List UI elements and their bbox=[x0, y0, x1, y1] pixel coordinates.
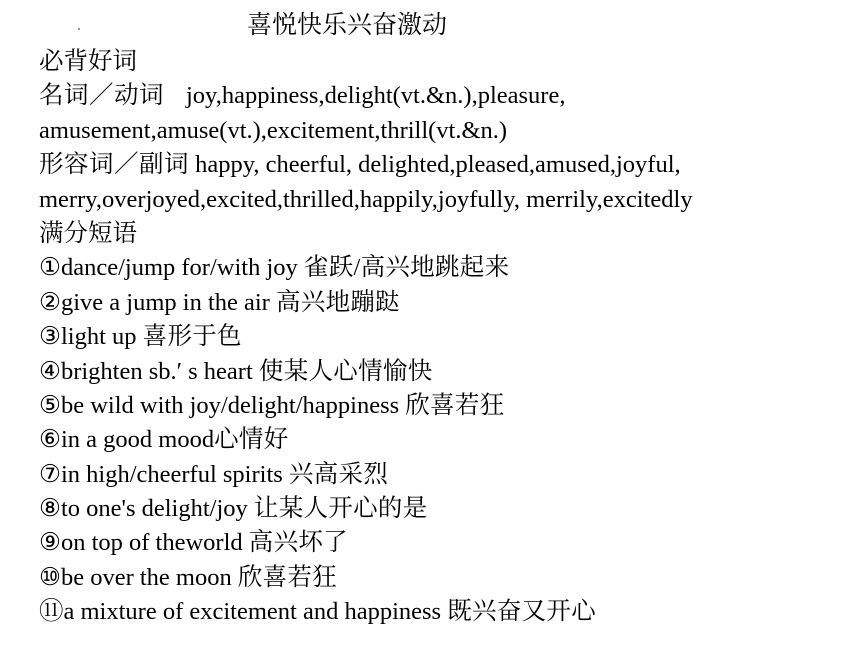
noun-verb-line-2 bbox=[39, 114, 854, 148]
phrase-item bbox=[39, 251, 854, 285]
phrase-number: ⑪ bbox=[39, 598, 64, 626]
phrase-english: brighten sb.′ s heart bbox=[60, 357, 259, 385]
phrase-number: ① bbox=[39, 254, 61, 282]
phrase-number: ⑥ bbox=[39, 426, 61, 454]
phrase-english: be over the moon bbox=[60, 563, 238, 591]
section-heading-label: 必背好词 bbox=[39, 48, 137, 75]
phrase-english: in a good mood bbox=[60, 426, 215, 454]
phrase-number: ⑩ bbox=[39, 563, 61, 591]
phrase-item bbox=[39, 492, 854, 526]
phrase-number: ④ bbox=[39, 357, 61, 385]
noun-verb-words-2: amusement,amuse(vt.),excitement,thrill(vt.&n.) bbox=[39, 116, 508, 144]
adj-adv-words-1: happy, cheerful, delighted,pleased,amused,joyful, bbox=[189, 151, 681, 179]
phrase-chinese: 使某人心情愉快 bbox=[258, 357, 433, 385]
phrase-item bbox=[39, 355, 854, 389]
phrase-chinese: 喜形于色 bbox=[142, 323, 242, 351]
adj-adv-line-1 bbox=[39, 148, 854, 182]
phrase-chinese: 雀跃/高兴地跳起来 bbox=[303, 254, 510, 282]
phrase-number: ② bbox=[39, 288, 61, 316]
phrase-english: on top of theworld bbox=[60, 529, 249, 557]
content-body bbox=[39, 45, 854, 630]
phrase-english: to one's delight/joy bbox=[60, 495, 254, 523]
section-heading-words bbox=[39, 45, 854, 79]
phrase-number: ③ bbox=[39, 323, 61, 351]
phrase-item bbox=[39, 389, 854, 423]
phrase-chinese: 心情好 bbox=[214, 426, 289, 454]
phrase-item bbox=[39, 320, 854, 354]
phrase-english: dance/jump for/with joy bbox=[60, 254, 304, 282]
phrase-chinese: 高兴坏了 bbox=[248, 529, 348, 557]
phrase-english: in high/cheerful spirits bbox=[60, 460, 289, 488]
noun-verb-label: 名词／动词 bbox=[39, 82, 164, 110]
phrase-number: ⑨ bbox=[39, 529, 61, 557]
section-heading-label: 满分短语 bbox=[39, 219, 137, 247]
phrase-english: light up bbox=[60, 323, 143, 351]
phrase-item bbox=[39, 526, 854, 560]
adj-adv-line-2 bbox=[39, 183, 854, 217]
phrase-chinese: 欣喜若狂 bbox=[237, 563, 338, 591]
phrase-chinese: 欣喜若狂 bbox=[405, 391, 505, 419]
phrase-item bbox=[39, 423, 854, 457]
phrase-number: ⑤ bbox=[39, 391, 61, 419]
phrase-item bbox=[39, 595, 854, 629]
phrase-english: be wild with joy/delight/happiness bbox=[60, 391, 406, 419]
page-title: 喜悦快乐兴奋激动 bbox=[247, 12, 448, 39]
noun-verb-line-1 bbox=[39, 79, 854, 113]
phrase-chinese: 让某人开心的是 bbox=[253, 495, 428, 523]
phrase-chinese: 高兴地蹦跶 bbox=[275, 288, 400, 316]
phrase-chinese: 兴高采烈 bbox=[288, 460, 389, 488]
phrase-english: give a jump in the air bbox=[60, 288, 276, 316]
adj-adv-words-2: merry,overjoyed,excited,thrilled,happily,joyfully, merrily,excitedly bbox=[39, 185, 693, 213]
noun-verb-words-1: joy,happiness,delight(vt.&n.),pleasure, bbox=[186, 82, 566, 110]
phrase-item bbox=[39, 286, 854, 320]
phrase-number: ⑦ bbox=[39, 460, 61, 488]
phrase-item bbox=[39, 458, 854, 492]
section-heading-phrases bbox=[39, 217, 854, 251]
phrase-chinese: 既兴奋又开心 bbox=[447, 598, 597, 626]
phrase-number: ⑧ bbox=[39, 495, 61, 523]
phrase-english: a mixture of excitement and happiness bbox=[63, 598, 448, 626]
stray-dot bbox=[78, 28, 80, 30]
phrase-item bbox=[39, 561, 854, 595]
adj-adv-label: 形容词／副词 bbox=[39, 151, 189, 179]
